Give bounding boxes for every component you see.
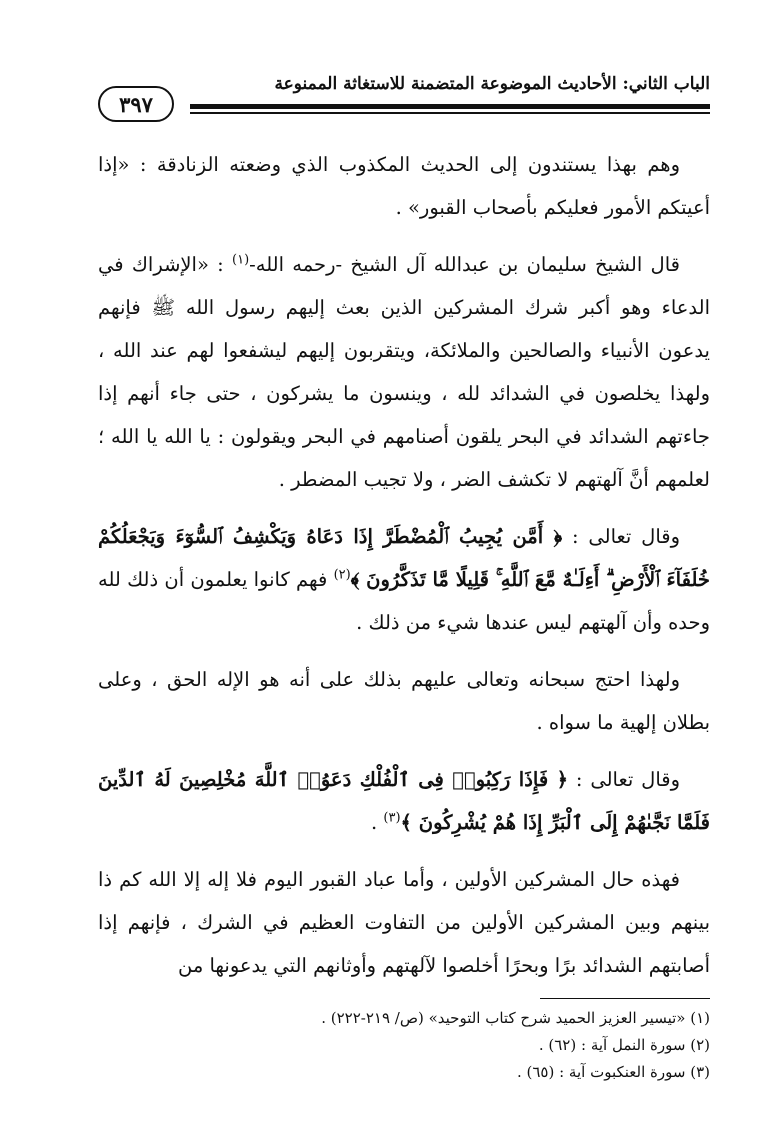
paragraph-3 [98, 515, 710, 644]
footnote-divider [540, 998, 710, 999]
paragraph-2-rest: : «الإشراك في الدعاء وهو أكبر شرك المشركين الذين بعث إليهم رسول الله ﷺ فإنهم يدعون الأنبياء والصالحين والملائكة، ويتقربون إليهم ليشفعوا لهم عند الله ، ولهذا يخلصون في الشدائد لله ، وينسون ما يشركون ، حتى جاء أنهم إذا جاءتهم الشدائد في البحر يلقون أصنامهم في البحر ويقولون : يا الله يا الله ؛ لعلمهم أنَّ آلهتهم لا تكشف الضر ، ولا تجيب المضطر . [98, 253, 710, 491]
header-rule-thick [190, 104, 710, 109]
quran-verse-2: ﴿ فَإِذَا رَكِبُوا۟ فِى ٱلْفُلْكِ دَعَوُا۟ ٱللَّهَ مُخْلِصِينَ لَهُ ٱلدِّينَ فَلَمَّا نَجَّىٰهُمْ إِلَى ٱلْبَرِّ إِذَا هُمْ يُشْرِكُونَ ﴾ [98, 768, 710, 834]
footnote-2: (٢) سورة النمل آية : (٦٢) . [538, 1036, 710, 1054]
quran-verse-1: ﴿ أَمَّن يُجِيبُ ٱلْمُضْطَرَّ إِذَا دَعَاهُ وَيَكْشِفُ ٱلسُّوٓءَ وَيَجْعَلُكُمْ خُلَفَآءَ ٱلْأَرْضِ ۗ أَءِلَـٰهٌ مَّعَ ٱللَّهِ ۚ قَلِيلًا مَّا تَذَكَّرُونَ ﴾ [98, 525, 710, 591]
chapter-heading [274, 74, 710, 94]
page-number: ٣٩٧ [98, 86, 174, 122]
page-body [98, 143, 710, 1001]
paragraph-5-rest: . [370, 811, 384, 834]
chapter-title: الأحاديث الموضوعة المتضمنة للاستغاثة الممنوعة [274, 74, 617, 94]
footnote-ref-1: (١) [232, 252, 250, 268]
paragraph-2 [98, 243, 710, 501]
footnote-1: (١) «تيسير العزيز الحميد شرح كتاب التوحيد» (ص/ ٢١٩-٢٢٢) . [321, 1009, 710, 1027]
paragraph-5-intro: وقال تعالى : [568, 768, 681, 791]
footnote-ref-3: (٣) [383, 810, 401, 826]
paragraph-3-intro: وقال تعالى : [562, 525, 681, 548]
footnotes [98, 1005, 710, 1086]
header-rule-thin [190, 112, 710, 114]
book-page [98, 58, 710, 1098]
chapter-label: الباب الثاني: [622, 74, 710, 94]
paragraph-2-start: قال الشيخ سليمان بن عبدالله آل الشيخ -رحمه الله- [249, 253, 680, 276]
footnote-ref-2: (٢) [333, 567, 351, 583]
footnote-3: (٣) سورة العنكبوت آية : (٦٥) . [516, 1063, 710, 1081]
page-header [98, 66, 710, 124]
paragraph-5 [98, 758, 710, 844]
paragraph-4: ولهذا احتج سبحانه وتعالى عليهم بذلك على أنه هو الإله الحق ، وعلى بطلان إلهية ما سواه . [98, 668, 710, 734]
paragraph-1: وهم بهذا يستندون إلى الحديث المكذوب الذي وضعته الزنادقة : «إذا أعيتكم الأمور فعليكم بأصحاب القبور» . [98, 153, 710, 219]
paragraph-3-rest: فهم كانوا يعلمون أن ذلك لله وحده وأن آلهتهم ليس عندها شيء من ذلك . [98, 568, 710, 634]
paragraph-6: فهذه حال المشركين الأولين ، وأما عباد القبور اليوم فلا إله إلا الله كم ذا بينهم وبين المشركين الأولين من التفاوت العظيم في الشرك ، فإنهم إذا أصابتهم الشدائد برًا وبحرًا أخلصوا لآلهتهم وأوثانهم التي يدعونها من [98, 868, 710, 977]
